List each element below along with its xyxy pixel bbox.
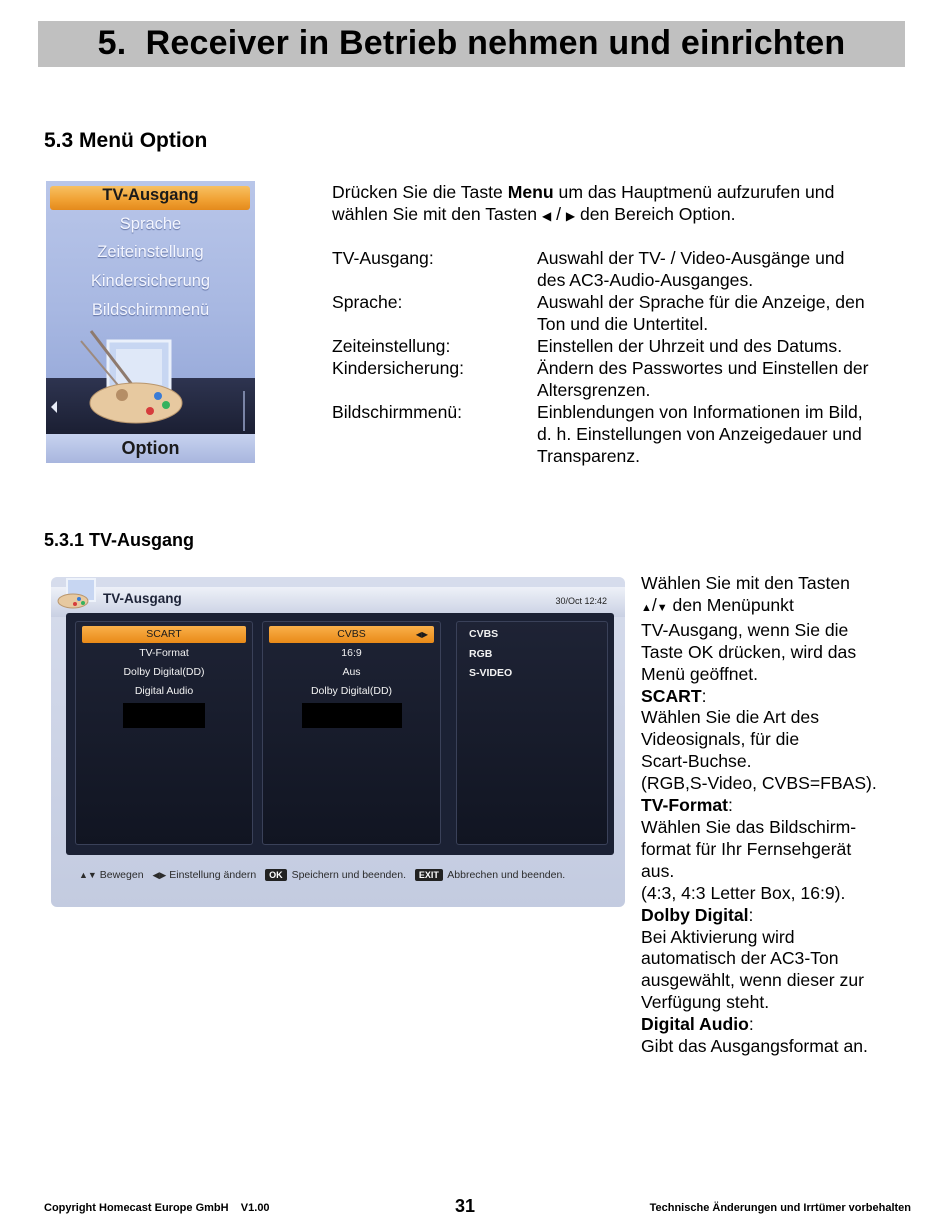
def-term: TV-Ausgang: (332, 248, 434, 268)
tv-value-scart (269, 626, 434, 643)
text-line: automatisch der AC3-Ton (641, 948, 839, 969)
text-line: Bei Aktivierung wird (641, 926, 795, 947)
audio-heading: Digital Audio (641, 1014, 749, 1035)
text-line: aus. (641, 860, 675, 881)
tv-value-dolby: Aus (342, 666, 361, 678)
tv-setting-format: TV-Format (139, 647, 189, 659)
footer-copyright: Copyright Homecast Europe GmbH V1.00 (44, 1202, 270, 1214)
dolby-heading: Dolby Digital (641, 904, 749, 925)
chapter-title-text: Receiver in Betrieb nehmen und einrichten (145, 24, 846, 62)
tv-column-settings (75, 621, 253, 845)
help-ok: Speichern und beenden. (291, 869, 406, 881)
def-desc-line: des AC3-Audio-Ausganges. (537, 270, 754, 290)
chapter-number: 5. (97, 24, 127, 62)
intro-line-1 (332, 181, 912, 203)
up-arrow-icon: ▲ (641, 601, 652, 614)
def-term: Zeiteinstellung: (332, 336, 451, 356)
def-term: Kindersicherung: (332, 358, 465, 378)
menu-item-kindersicherung: Kindersicherung (90, 272, 211, 290)
def-desc (537, 291, 907, 335)
heading-line: TV-Format: (641, 795, 733, 816)
tv-help-bar (61, 862, 617, 888)
tv-option-rgb: RGB (469, 648, 493, 660)
tv-option-svideo: S-VIDEO (469, 667, 513, 679)
def-desc (537, 401, 907, 467)
tv-date: 30/Oct 12:42 (555, 596, 607, 606)
menu-item-sprache: Sprache (119, 215, 182, 233)
intro-pre: Drücken Sie die Taste (332, 182, 508, 202)
text-line: Wählen Sie die Art des (641, 707, 819, 728)
tv-ausgang-screenshot (51, 577, 625, 907)
tv-setting-digital-audio: Digital Audio (134, 685, 194, 697)
page-number: 31 (455, 1196, 476, 1216)
text-line: Scart-Buchse. (641, 751, 752, 772)
ok-key: OK (265, 869, 287, 881)
def-desc-line: Transparenz. (537, 446, 641, 466)
subsection-title: 5.3.1 TV-Ausgang (44, 530, 195, 550)
text-line: Wählen Sie mit den Tasten (641, 573, 850, 593)
def-desc-line: Auswahl der TV- / Video-Ausgänge und (537, 248, 845, 268)
chapter-title (38, 21, 905, 67)
text-line: Taste OK drücken, wird das (641, 641, 857, 662)
intro-post: um das Hauptmenü aufzurufen und (553, 182, 835, 202)
text-line: Menü geöffnet. (641, 663, 759, 684)
def-desc (537, 247, 907, 291)
menu-item-bildschirmmenue: Bildschirmmenü (91, 301, 210, 319)
text-line: (4:3, 4:3 Letter Box, 16:9). (641, 882, 846, 903)
menu-item-tv-ausgang: TV-Ausgang (102, 186, 199, 204)
section-title: 5.3 Menü Option (44, 129, 208, 152)
tv-empty-slot (123, 703, 205, 728)
tv-title: TV-Ausgang (103, 591, 182, 606)
def-desc-line: Altersgrenzen. (537, 380, 651, 400)
text-line: Gibt das Ausgangsformat an. (641, 1036, 868, 1057)
text-segment: den Menüpunkt (667, 594, 794, 615)
tv-empty-slot (302, 703, 402, 728)
help-move: Bewegen (99, 869, 144, 881)
text-line: format für Ihr Fernsehgerät (641, 838, 852, 859)
tv-column-options (456, 621, 608, 845)
right-arrow-icon: ▶ (565, 209, 576, 223)
def-desc-line: Ton und die Untertitel. (537, 314, 709, 334)
text-line: TV-Ausgang, wenn Sie die (641, 619, 849, 640)
palette-monitor-icon (46, 321, 255, 436)
scart-heading: SCART (641, 685, 702, 706)
text-line: Wählen Sie das Bildschirm- (641, 816, 857, 837)
tv-inner-panel (66, 613, 614, 855)
text-line: ausgewählt, wenn dieser zur (641, 970, 864, 991)
intro-line-2: wählen Sie mit den Tasten ◀ / ▶ den Bereich Option. (332, 204, 736, 224)
def-term: Bildschirmmenü: (332, 402, 463, 422)
tv-option-cvbs: CVBS (469, 628, 499, 640)
tv-setting-dolby: Dolby Digital(DD) (123, 666, 205, 678)
def-desc-line: Einstellen der Uhrzeit und des Datums. (537, 336, 843, 356)
left-right-arrows-icon: ◀▶ (415, 630, 428, 639)
def-desc-line: Auswahl der Sprache für die Anzeige, den (537, 292, 865, 312)
left-arrow-icon: ◀ (541, 209, 552, 223)
def-desc-line: Einblendungen von Informationen im Bild, (537, 402, 863, 422)
help-change: Einstellung ändern (169, 869, 257, 881)
text-line: Verfügung steht. (641, 992, 770, 1013)
footer-disclaimer: Technische Änderungen und Irrtümer vorbehalten (649, 1202, 911, 1214)
tv-value-digital-audio: Dolby Digital(DD) (310, 685, 393, 697)
text-line: (RGB,S-Video, CVBS=FBAS). (641, 773, 877, 794)
option-menu-screenshot (46, 181, 255, 463)
palette-icon (55, 577, 101, 613)
def-desc (537, 335, 907, 357)
tv-column-values (262, 621, 441, 845)
def-desc-line: d. h. Einstellungen von Anzeigedauer und (537, 424, 862, 444)
tv-ausgang-description (641, 573, 911, 1058)
intro-line2-pre: wählen Sie mit den Tasten (332, 204, 542, 224)
heading-line: Digital Audio: (641, 1014, 754, 1035)
def-desc-line: Ändern des Passwortes und Einstellen der (537, 358, 869, 378)
heading-line: Dolby Digital: (641, 904, 754, 925)
menu-footer-label: Option (46, 434, 255, 463)
intro-key: Menu (507, 182, 554, 202)
text-line: Videosignals, für die (641, 729, 800, 750)
text-line: ▲/▼ den Menüpunkt (641, 594, 794, 615)
menu-item-zeiteinstellung: Zeiteinstellung (97, 243, 204, 261)
help-exit: Abbrechen und beenden. (447, 869, 566, 881)
def-term: Sprache: (332, 292, 403, 312)
left-right-icon: ◀▶ (152, 870, 167, 880)
format-heading: TV-Format (641, 795, 728, 816)
tv-value-format: 16:9 (341, 647, 362, 659)
heading-line: SCART: (641, 685, 707, 706)
up-down-icon: ▲▼ (79, 870, 97, 880)
tv-setting-scart: SCART (82, 626, 246, 643)
exit-key: EXIT (415, 869, 443, 881)
down-arrow-icon: ▼ (656, 601, 668, 614)
tv-value-scart-text: CVBS (337, 628, 366, 640)
intro-paragraph (332, 181, 912, 227)
intro-line2-post: den Bereich Option. (575, 204, 736, 224)
def-desc (537, 357, 907, 401)
